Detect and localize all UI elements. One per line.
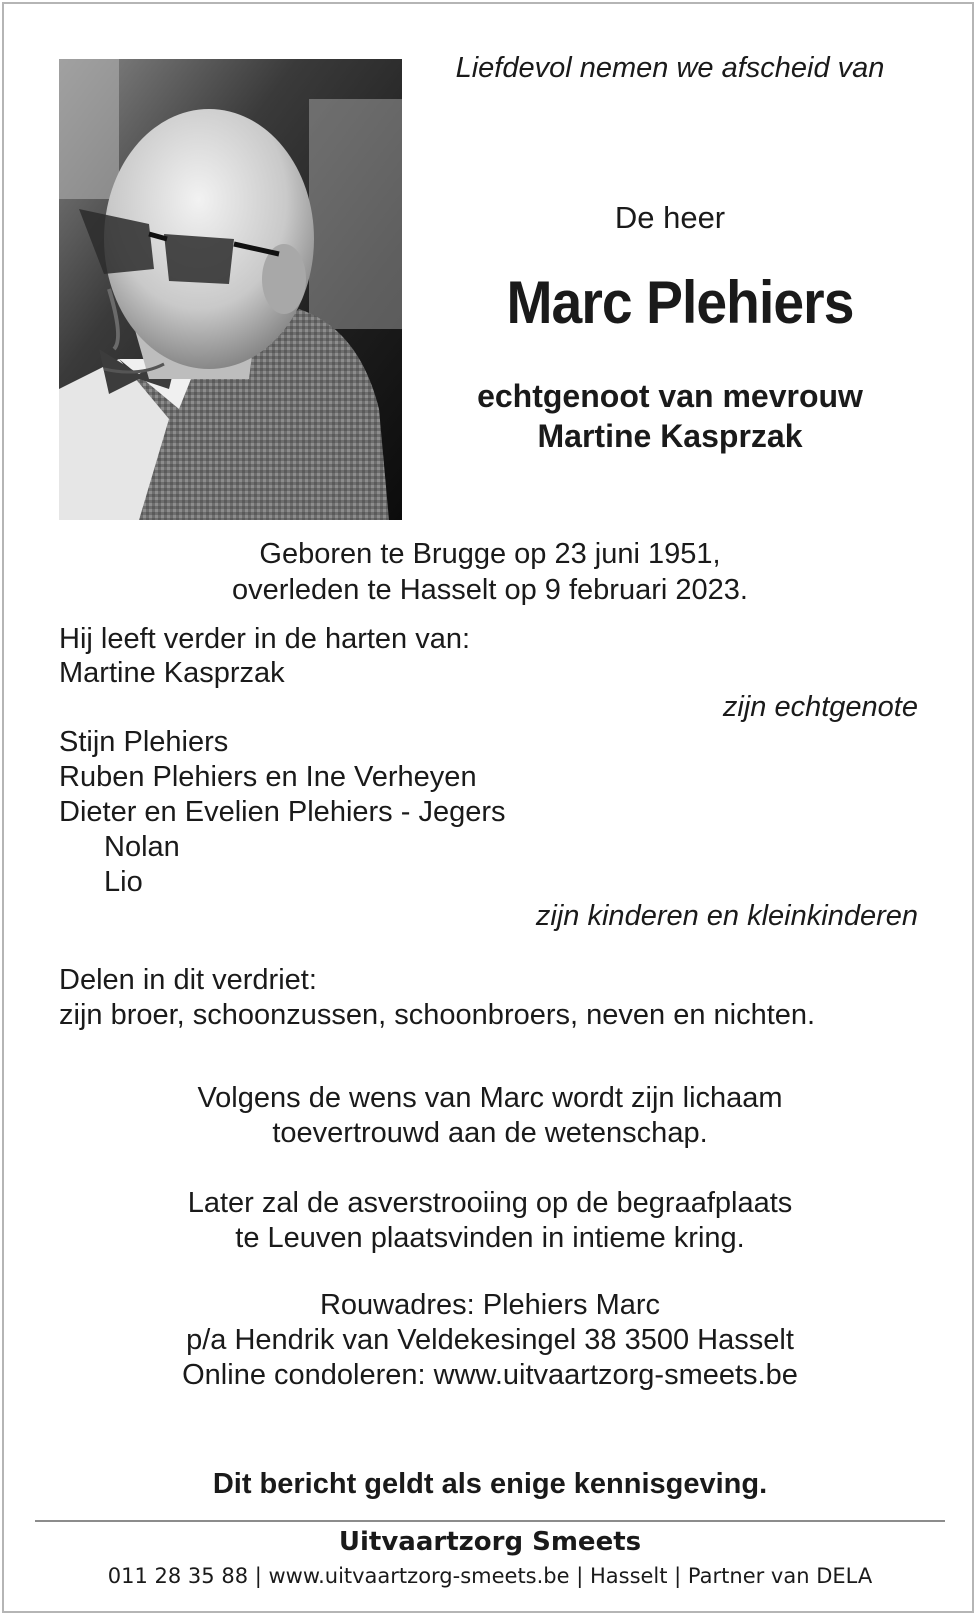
funeral-home-name: Uitvaartzorg Smeets [338,1527,642,1557]
birth-death-info [40,536,940,608]
share-text: zijn broer, schoonzussen, schoonbroers, neven en nichten. [59,999,816,1031]
spouse-line-1: echtgenoot van mevrouw [477,378,863,414]
child-item: Stijn Plehiers [59,726,229,758]
spouse-line-2: Martine Kasprzak [537,418,803,454]
spouse-name: Martine Kasprzak [59,657,285,689]
grandchild-item: Nolan [104,831,180,863]
address-line-3: Online condoleren: www.uitvaartzorg-smeets.be [182,1359,798,1391]
grandchild-item: Lio [104,866,143,898]
children-relation: zijn kinderen en kleinkinderen [535,900,918,932]
address-line-1: Rouwadres: Plehiers Marc [319,1289,661,1321]
wish-paragraph [40,1081,940,1151]
notice-text: Dit bericht geldt als enige kennisgeving. [212,1468,768,1500]
address-block [40,1288,940,1393]
share-heading: Delen in dit verdriet: [59,964,317,996]
family-heading: Hij leeft verder in de harten van: [59,623,471,655]
deceased-name: Marc Plehiers [506,269,854,336]
child-item: Dieter en Evelien Plehiers - Jegers [59,796,506,828]
portrait-photo [59,59,402,520]
intro-text: Liefdevol nemen we afscheid van [455,52,885,84]
wish-line-1: Volgens de wens van Marc wordt zijn lichaam [197,1082,783,1114]
later-line-2: te Leuven plaatsvinden in intieme kring. [235,1222,745,1254]
later-line-1: Later zal de asverstrooiing op de begraafplaats [187,1187,793,1219]
child-item: Ruben Plehiers en Ine Verheyen [59,761,477,793]
funeral-home-contact: 011 28 35 88 | www.uitvaartzorg-smeets.be | Hasselt | Partner van DELA [107,1564,873,1588]
footer-divider [35,1520,945,1522]
born-line-1: Geboren te Brugge op 23 juni 1951, [259,538,721,570]
later-paragraph [40,1186,940,1256]
spouse-relation: zijn echtgenote [722,691,918,723]
wish-line-2: toevertrouwd aan de wetenschap. [272,1117,708,1149]
address-line-2: p/a Hendrik van Veldekesingel 38 3500 Hasselt [186,1324,794,1356]
spouse-info [420,376,920,456]
honorific-title: De heer [614,200,726,235]
born-line-2: overleden te Hasselt op 9 februari 2023. [232,574,748,606]
